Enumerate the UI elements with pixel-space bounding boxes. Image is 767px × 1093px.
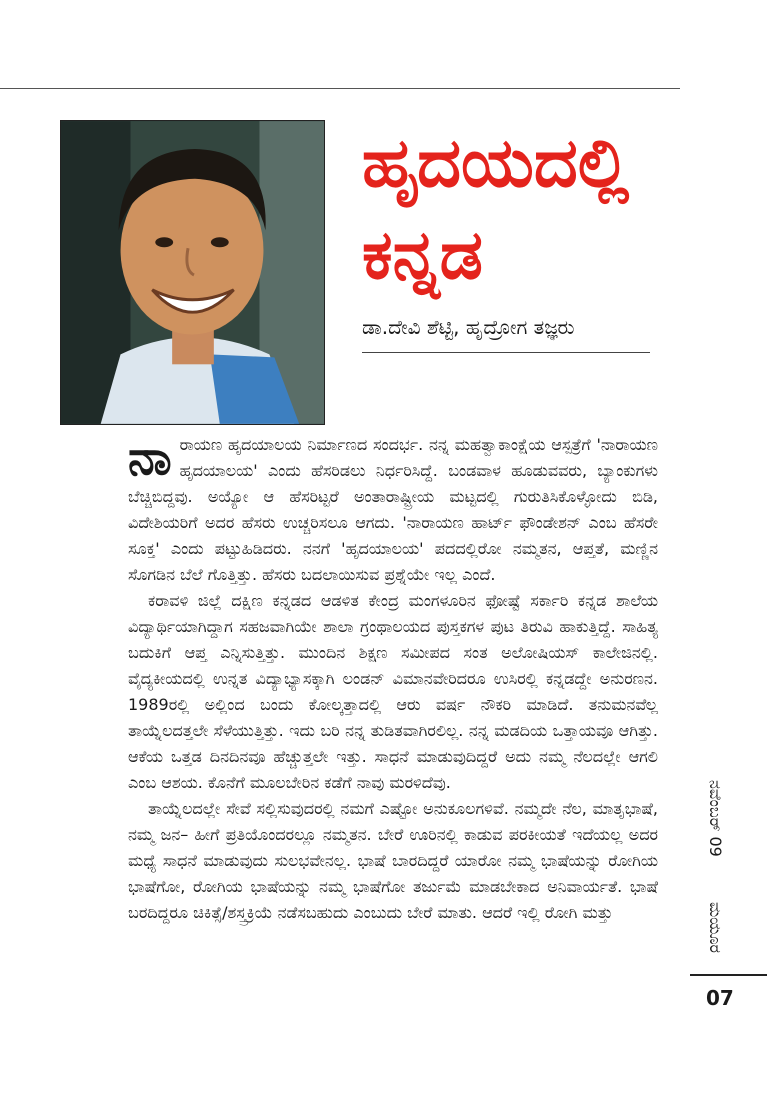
- title-line-1: ಹೃದಯದಲ್ಲಿ: [362, 124, 630, 203]
- paragraph-2: ಕರಾವಳಿ ಜಿಲ್ಲೆ ದಕ್ಷಿಣ ಕನ್ನಡದ ಆಡಳಿತ ಕೇಂದ್ರ ಮಂಗಳೂರಿನ ಫೋಷ್ಟೆ ಸರ್ಕಾರಿ ಕನ್ನಡ ಶಾಲೆಯ ವಿದ್ಯಾರ್ಥಿಯಾಗಿದ್ದಾಗ ಸಹಜವಾಗಿಯೇ ಶಾಲಾ ಗ್ರಂಥಾಲಯದ ಪುಸ್ತಕಗಳ ಪುಟ ತಿರುವಿ ಹಾಕುತ್ತಿದ್ದೆ. ಸಾಹಿತ್ಯ ಬದುಕಿಗೆ ಆಪ್ತ ಎನ್ನಿಸುತ್ತಿತ್ತು. ಮುಂದಿನ ಶಿಕ್ಷಣ ಸಮೀಪದ ಸಂತ ಅಲೋಷಿಯಸ್ ಕಾಲೇಜಿನಲ್ಲಿ. ವೈದ್ಯಕೀಯದಲ್ಲಿ ಉನ್ನತ ವಿದ್ಯಾಭ್ಯಾಸಕ್ಕಾಗಿ ಲಂಡನ್ ವಿಮಾನವೇರಿದರೂ ಉಸಿರಲ್ಲಿ ಕನ್ನಡದ್ದೇ ಅನುರಣನ. 1989ರಲ್ಲಿ ಅಲ್ಲಿಂದ ಬಂದು ಕೋಲ್ಕತ್ತಾದಲ್ಲಿ ಆರು ವರ್ಷ ನೌಕರಿ ಮಾಡಿದೆ. ತನುಮನವೆಲ್ಲ ತಾಯ್ನೆಲದತ್ತಲೇ ಸೆಳೆಯುತ್ತಿತ್ತು. ಇದು ಬರಿ ನನ್ನ ತುಡಿತವಾಗಿರಲಿಲ್ಲ. ನನ್ನ ಮಡದಿಯ ಒತ್ತಾಯವೂ ಆಗಿತ್ತು. ಆಕೆಯ ಒತ್ತಡ ದಿನದಿನವೂ ಹೆಚ್ಚುತ್ತಲೇ ಇತ್ತು. ಸಾಧನೆ ಮಾಡುವುದಿದ್ದರೆ ಅದು ನಮ್ಮ ನೆಲದಲ್ಲೇ ಆಗಲಿ ಎಂಬ ಆಶಯ. ಕೊನೆಗೆ ಮೂಲಬೇರಿನ ಕಡೆಗೆ ನಾವು ಮರಳಿದೆವು.: [128, 591, 658, 792]
- article-title: [362, 118, 692, 302]
- drop-cap: ನಾ: [128, 430, 172, 486]
- paragraph-3: ತಾಯ್ನೆಲದಲ್ಲೇ ಸೇವೆ ಸಲ್ಲಿಸುವುದರಲ್ಲಿ ನಮಗೆ ಎಷ್ಟೋ ಅನುಕೂಲಗಳಿವೆ. ನಮ್ಮದೇ ನೆಲ, ಮಾತೃಭಾಷೆ, ನಮ್ಮ ಜನ– ಹೀಗೆ ಪ್ರತಿಯೊಂದರಲ್ಲೂ ನಮ್ಮತನ. ಬೇರೆ ಊರಿನಲ್ಲಿ ಕಾಡುವ ಪರಕೀಯತೆ ಇದೆಯಲ್ಲ ಅದರ ಮಧ್ಯೆ ಸಾಧನೆ ಮಾಡುವುದು ಸುಲಭವೇನಲ್ಲ. ಭಾಷೆ ಬಾರದಿದ್ದರೆ ಯಾರೋ ನಮ್ಮ ಭಾಷೆಯನ್ನು ರೋಗಿಯ ಭಾಷೆಗೋ, ರೋಗಿಯ ಭಾಷೆಯನ್ನು ನಮ್ಮ ಭಾಷೆಗೋ ತರ್ಜುಮೆ ಮಾಡಬೇಕಾದ ಅನಿವಾರ್ಯತೆ. ಭಾಷೆ ಬರದಿದ್ದರೂ ಚಿಕಿತ್ಸೆ/ಶಸ್ತ್ರಕ್ರಿಯೆ ನಡೆಸಬಹುದು ಎಂಬುದು ಬೇರೆ ಮಾತು. ಆದರೆ ಇಲ್ಲಿ ರೋಗಿ ಮತ್ತು: [128, 799, 658, 922]
- paragraph-1: [128, 432, 658, 588]
- title-line-2: ಕನ್ನಡ: [362, 216, 483, 295]
- issue-sidebar: [700, 780, 730, 980]
- magazine-name: ಮಯೂರ: [706, 901, 725, 953]
- author-photo-illustration: [61, 121, 324, 424]
- author-photo: [60, 120, 325, 425]
- page-number: 07: [706, 986, 734, 1010]
- paragraph-1-text: ರಾಯಣ ಹೃದಯಾಲಯ ನಿರ್ಮಾಣದ ಸಂದರ್ಭ. ನನ್ನ ಮಹತ್ವಾಕಾಂಕ್ಷೆಯ ಆಸ್ಪತ್ರೆಗೆ 'ನಾರಾಯಣ ಹೃದಯಾಲಯ' ಎಂದು ಹೆಸರಿಡಲು ನಿರ್ಧರಿಸಿದ್ದೆ. ಬಂಡವಾಳ ಹೂಡುವವರು, ಬ್ಯಾಂಕುಗಳು ಬೆಚ್ಚಿಬಿದ್ದವು. ಅಯ್ಯೋ ಆ ಹೆಸರಿಟ್ಟರೆ ಅಂತಾರಾಷ್ಟ್ರೀಯ ಮಟ್ಟದಲ್ಲಿ ಗುರುತಿಸಿಕೊಳ್ಳೋದು ಬಿಡಿ, ವಿದೇಶಿಯರಿಗೆ ಅದರ ಹೆಸರು ಉಚ್ಚರಿಸಲೂ ಆಗದು. 'ನಾರಾಯಣ ಹಾರ್ಟ್ ಫೌಂಡೇಶನ್ ಎಂಬ ಹೆಸರೇ ಸೂಕ್ತ' ಎಂದು ಪಟ್ಟುಹಿಡಿದರು. ನನಗೆ 'ಹೃದಯಾಲಯ' ಪದದಲ್ಲಿರೋ ನಮ್ಮತನ, ಆಪ್ತತೆ, ಮಣ್ಣಿನ ಸೊಗಡಿನ ಬೆಲೆ ಗೊತ್ತಿತ್ತು. ಹೆಸರು ಬದಲಾಯಿಸುವ ಪ್ರಶ್ನೆಯೇ ಇಲ್ಲ ಎಂದೆ.: [128, 435, 658, 584]
- sidebar-rule: [690, 974, 767, 976]
- top-rule: [0, 88, 680, 89]
- article-body: [128, 432, 658, 926]
- byline: ಡಾ.ದೇವಿ ಶೆಟ್ಟಿ, ಹೃದ್ರೋಗ ತಜ್ಞರು: [362, 312, 650, 353]
- issue-date: ನವೆಂಬರ್ 09: [706, 780, 725, 857]
